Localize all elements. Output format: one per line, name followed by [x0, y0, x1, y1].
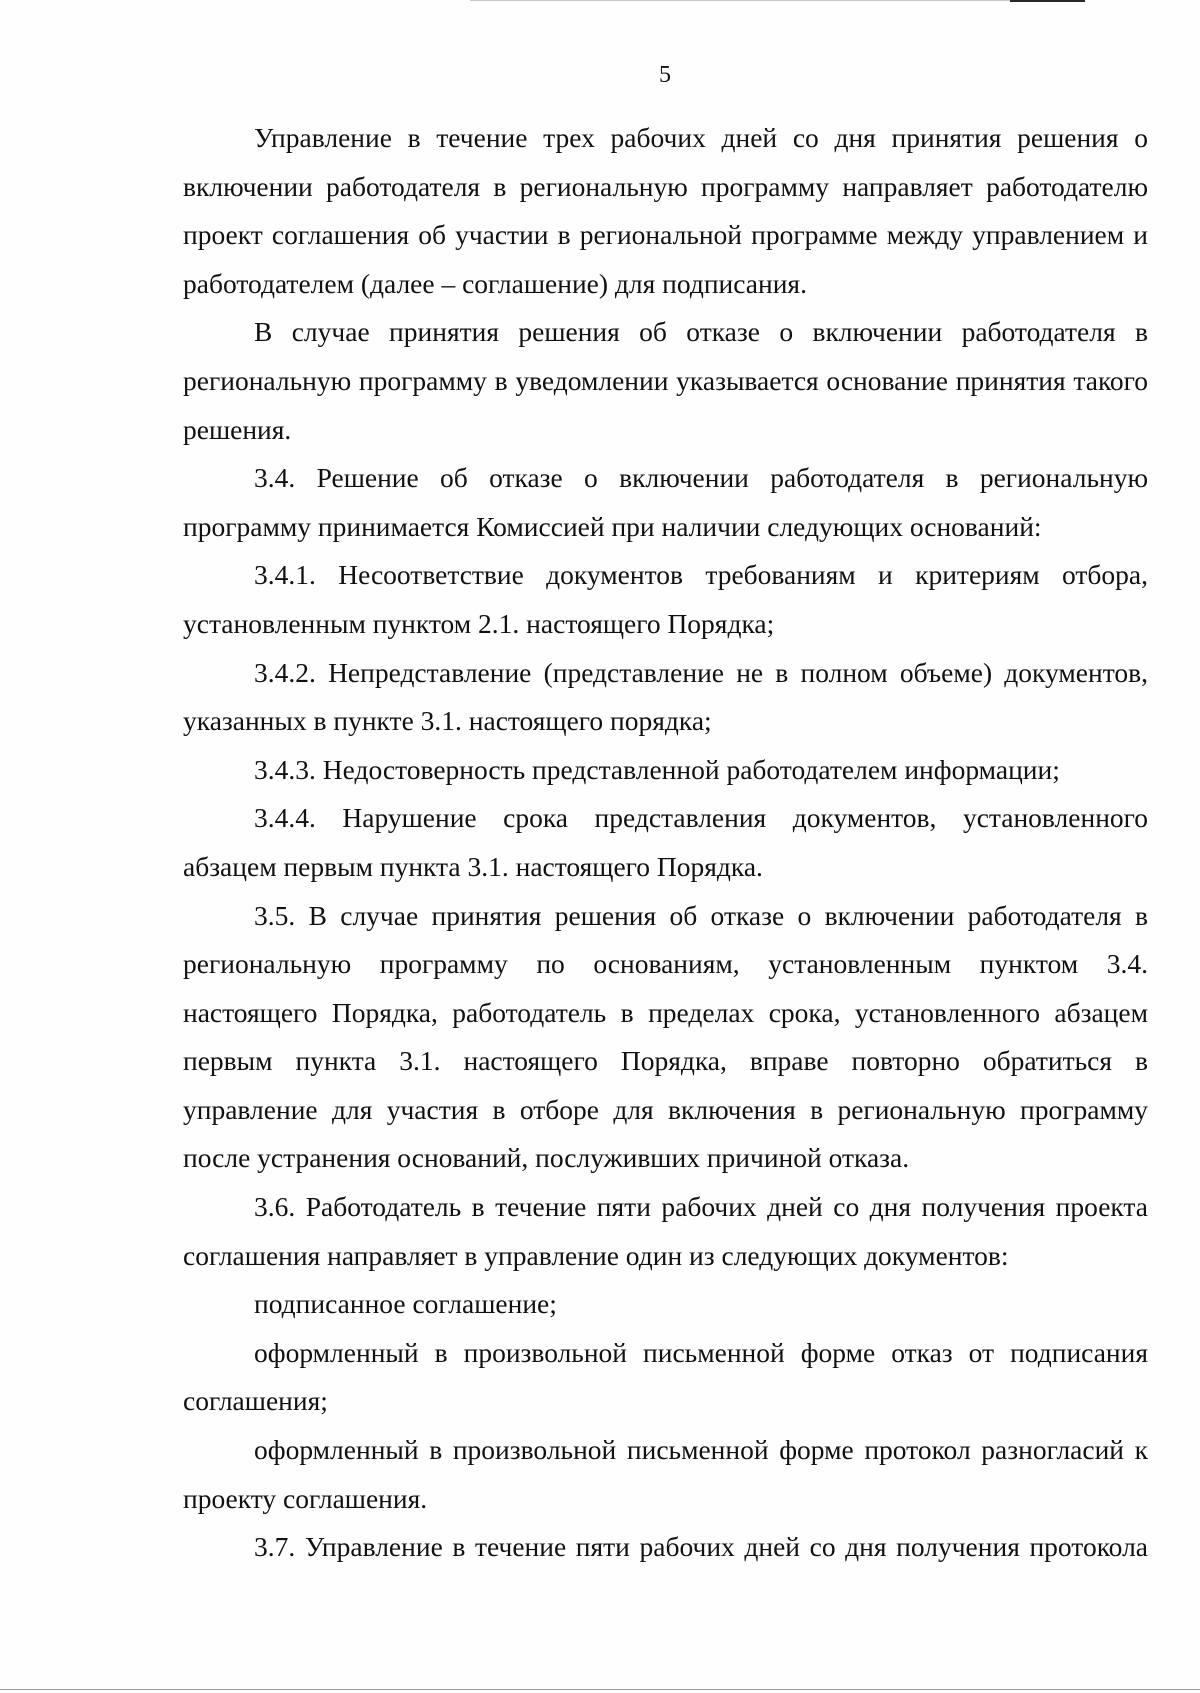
page-number: 5: [659, 62, 671, 88]
paragraph: 3.4.3. Недостоверность представленной работодателем информации;: [254, 753, 1060, 785]
paragraph: В случае принятия решения об отказе о включении работодателя в региональную программу в уведомлении указывается основание принятия такого решения.: [183, 316, 1148, 445]
paragraph: 3.7. Управление в течение пяти рабочих дней со дня получения протокола: [254, 1531, 1148, 1563]
paragraph: 3.5. В случае принятия решения об отказе о включении работодателя в региональную программу по основаниям, установленным пунктом 3.4. настоящего Порядка, работодатель в пределах срока, установленного абзацем первым пункта 3.1. настоящего Порядка, вправе повторно обратиться в управление для участия в отборе для включения в региональную программу после устранения оснований, послуживших причиной отказа.: [183, 899, 1148, 1174]
scan-edge-line: [0, 1689, 1200, 1690]
paragraph: оформленный в произвольной письменной форме протокол разногласий к проекту соглашения.: [183, 1434, 1148, 1514]
paragraph: оформленный в произвольной письменной форме отказ от подписания соглашения;: [183, 1336, 1148, 1417]
paragraph: 3.6. Работодатель в течение пяти рабочих дней со дня получения проекта соглашения направляет в управление один из следующих документов:: [183, 1191, 1148, 1271]
paragraph: подписанное соглашение;: [254, 1288, 557, 1320]
paragraph: 3.4.4. Нарушение срока представления документов, установленного абзацем первым пункта 3.1. настоящего Порядка.: [183, 802, 1148, 882]
scan-edge-line: [470, 0, 1010, 1]
document-body: [183, 114, 1148, 1572]
paragraph: 3.4.2. Непредставление (представление не в полном объеме) документов, указанных в пункте 3.1. настоящего порядка;: [183, 656, 1148, 737]
scan-edge-mark: [1010, 0, 1085, 2]
paragraph: Управление в течение трех рабочих дней со дня принятия решения о включении работодателя в региональную программу направляет работодателю проект соглашения об участии в региональной программе между управлением и работодателем (далее – соглашение) для подписания.: [183, 122, 1148, 299]
paragraph: 3.4. Решение об отказе о включении работодателя в региональную программу принимается Комиссией при наличии следующих оснований:: [183, 462, 1148, 542]
paragraph: 3.4.1. Несоответствие документов требованиям и критериям отбора, установленным пунктом 2.1. настоящего Порядка;: [183, 559, 1148, 639]
